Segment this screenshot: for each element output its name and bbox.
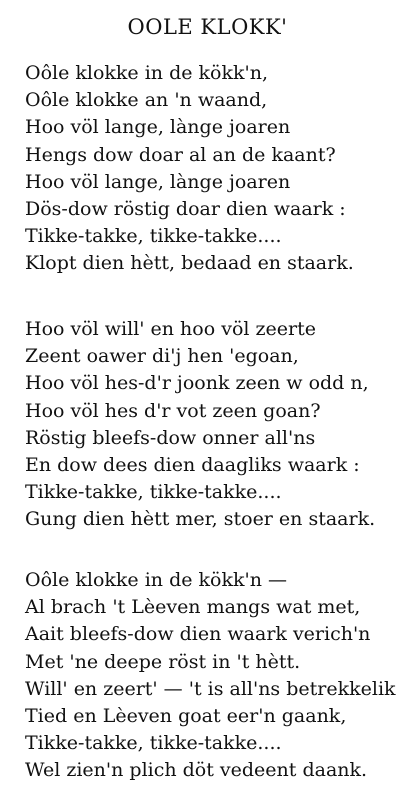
stanza-3 bbox=[25, 567, 410, 785]
poem-line: Oôle klokke an 'n waand, bbox=[25, 89, 268, 112]
poem-line: Aait bleefs-dow dien waark verich'n bbox=[25, 623, 371, 646]
poem-line: Hengs dow doar al an de kaant? bbox=[25, 143, 336, 166]
poem-title: OOLE KLOKK' bbox=[127, 15, 288, 39]
poem-line: Tied en Lèeven goat eer'n gaank, bbox=[25, 705, 347, 728]
poem-line: Oôle klokke in de kökk'n, bbox=[25, 62, 268, 84]
poem-line: Hoo völ lange, lànge joaren bbox=[25, 170, 291, 193]
poem-line: Gung dien hètt mer, stoer en staark. bbox=[25, 508, 376, 531]
poem-line: Wel zien'n plich döt vedeent daank. bbox=[25, 759, 368, 782]
poem-line: Dös-dow röstig doar dien waark : bbox=[25, 198, 346, 221]
poem-line: Oôle klokke in de kökk'n — bbox=[25, 569, 287, 591]
stanza-2 bbox=[25, 316, 410, 534]
poem-line: Al brach 't Lèeven mangs wat met, bbox=[25, 596, 361, 619]
poem-line: Hoo völ hes-d'r joonk zeen w odd n, bbox=[25, 372, 369, 395]
poem-line: Zeent oawer di'j hen 'egoan, bbox=[25, 345, 299, 368]
poem-line: Tikke-takke, tikke-takke.... bbox=[25, 225, 282, 248]
poem-line: Hoo völ hes d'r vot zeen goan? bbox=[25, 399, 321, 422]
poem-line: Hoo völ will' en hoo völ zeerte bbox=[25, 318, 316, 340]
poem-line: Röstig bleefs-dow onner all'ns bbox=[25, 426, 316, 449]
poem-line: Tikke-takke, tikke-takke.... bbox=[25, 481, 282, 504]
poem-line: En dow dees dien daagliks waark : bbox=[25, 454, 360, 477]
stanza-1 bbox=[25, 60, 410, 278]
poem-line: Met 'ne deepe röst in 't hètt. bbox=[25, 650, 301, 673]
poem-line: Will' en zeert' — 't is all'ns betrekkelik bbox=[25, 677, 396, 700]
poem-line: Tikke-takke, tikke-takke.... bbox=[25, 732, 282, 755]
poem-line: Hoo völ lange, lànge joaren bbox=[25, 116, 291, 139]
poem-line: Klopt dien hètt, bedaad en staark. bbox=[25, 252, 354, 275]
